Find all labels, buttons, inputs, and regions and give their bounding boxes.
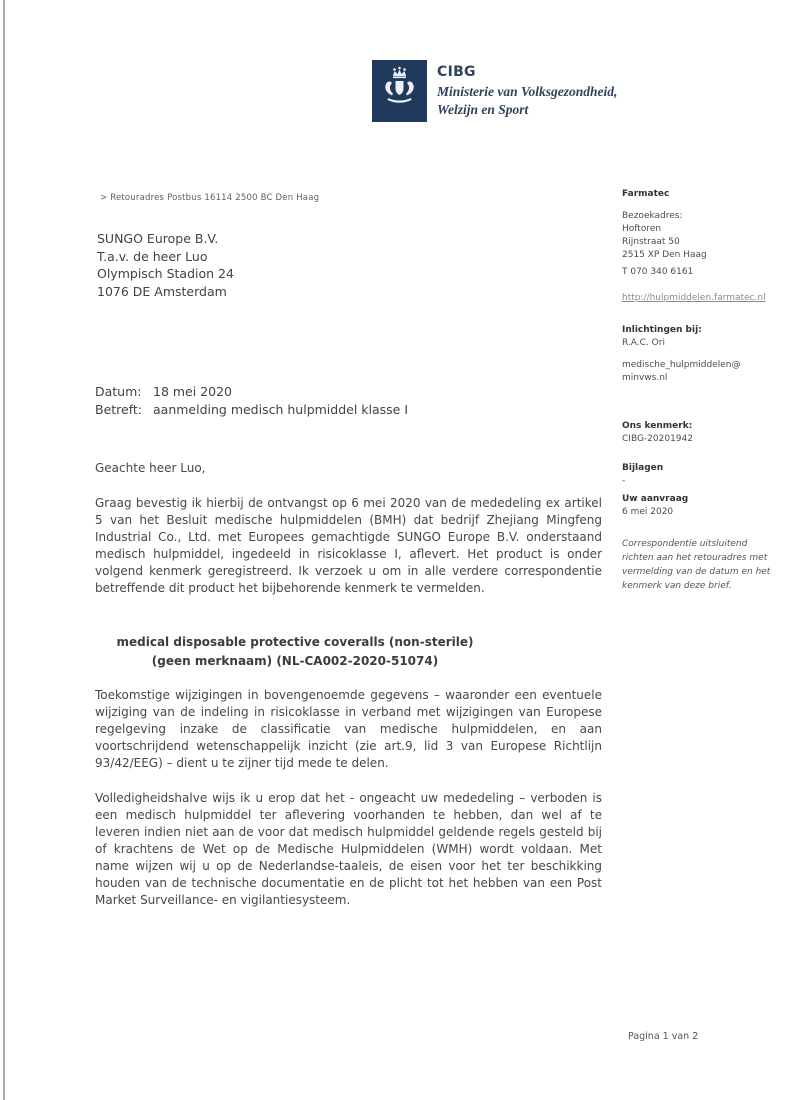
return-address: > Retouradres Postbus 16114 2500 BC Den Haag xyxy=(100,193,320,203)
request-label: Uw aanvraag xyxy=(622,494,689,504)
government-logo xyxy=(372,60,427,122)
date-value: 18 mei 2020 xyxy=(153,384,233,399)
scan-edge-line xyxy=(3,0,5,1100)
email-line-1: medische_hulpmiddelen@ xyxy=(622,360,741,370)
sidebar-correspondence-note: Correspondentie uitsluitend richten aan het retouradres met vermelding van de datum en het kenmerk van deze brief. xyxy=(622,539,771,591)
recipient-address xyxy=(97,230,234,300)
sidebar-visit-address xyxy=(622,210,787,262)
sidebar-phone: T 070 340 6161 xyxy=(622,267,694,277)
reference-label: Ons kenmerk: xyxy=(622,421,693,431)
visit-address-line: Rijnstraat 50 xyxy=(622,237,680,247)
subject-label: Betreft: xyxy=(95,402,143,417)
body-paragraph-1: Graag bevestig ik hierbij de ontvangst op 6 mei 2020 van de mededeling ex artikel 5 van het Besluit medische hulpmiddelen (BMH) dat bedrijf Zhejiang Mingfeng Industrial Co., Ltd. met Europees gemachtigde SUNGO Europe B.V. onderstaand medisch hulpmiddel, ingedeeld in risicoklasse I, aflevert. Het product is onder volgend kenmerk geregistreerd. Ik verzoek u om in alle verdere correspondentie betreffende dit product het bijbehorende kenmerk te vermelden. xyxy=(95,496,602,595)
sidebar-reference xyxy=(622,420,787,446)
date-row xyxy=(95,383,408,401)
letter-meta xyxy=(95,383,408,419)
product-name: medical disposable protective coveralls (non-sterile) xyxy=(116,635,474,649)
salutation: Geachte heer Luo, xyxy=(95,461,206,475)
visit-address-line: 2515 XP Den Haag xyxy=(622,250,707,260)
ministry-line-1: Ministerie van Volksgezondheid, xyxy=(437,84,618,99)
attachments-value: - xyxy=(622,476,626,486)
dept-name: Farmatec xyxy=(622,189,670,199)
sidebar-email xyxy=(622,359,787,385)
sidebar-request xyxy=(622,493,787,519)
visit-address-line: Hoftoren xyxy=(622,224,662,234)
product-registration-block xyxy=(95,633,495,671)
ministry-line-2: Welzijn en Sport xyxy=(437,101,529,117)
contact-label: Inlichtingen bij: xyxy=(622,325,702,335)
product-registration-number: (geen merknaam) (NL-CA002-2020-51074) xyxy=(151,654,439,668)
subject-row xyxy=(95,401,408,419)
recipient-line: SUNGO Europe B.V. xyxy=(97,231,219,246)
date-label: Datum: xyxy=(95,384,142,399)
website-link[interactable]: http://hulpmiddelen.farmatec.nl xyxy=(622,293,766,303)
recipient-line: Olympisch Stadion 24 xyxy=(97,266,234,281)
contact-name: R.A.C. Ori xyxy=(622,338,665,348)
visit-address-label: Bezoekadres: xyxy=(622,211,683,221)
sidebar-website xyxy=(622,292,787,305)
sidebar-contact-person xyxy=(622,324,787,350)
email-line-2: minvws.nl xyxy=(622,373,668,383)
body-paragraph-3: Volledigheidshalve wijs ik u erop dat het - ongeacht uw mededeling – verboden is een medisch hulpmiddel ter aflevering voorhanden te hebben, dan wel af te leveren indien niet aan de voor dat medisch hulpmiddel geldende regels gesteld bij of krachtens de Wet op de Medische Hulpmiddelen (WMH) wordt voldaan. Met name wijzen wij u op de Nederlandse-taaleis, de eisen voor het ter beschikking houden van de technische documentatie en de plicht tot het hebben van een Post Market Surveillance- en vigilantiesysteem. xyxy=(95,791,602,907)
recipient-line: T.a.v. de heer Luo xyxy=(97,248,208,264)
sidebar-dept xyxy=(622,188,787,201)
request-date: 6 mei 2020 xyxy=(622,507,674,517)
sidebar-attachments xyxy=(622,462,787,488)
subject-value: aanmelding medisch hulpmiddel klasse I xyxy=(153,402,409,417)
coat-of-arms-icon xyxy=(372,60,427,122)
ministry-name xyxy=(437,83,617,118)
attachments-label: Bijlagen xyxy=(622,463,664,473)
ministry-wordmark xyxy=(437,64,617,118)
reference-number: CIBG-20201942 xyxy=(622,434,693,444)
page-indicator: Pagina 1 van 2 xyxy=(628,1031,699,1042)
recipient-line: 1076 DE Amsterdam xyxy=(97,283,227,299)
body-paragraph-2: Toekomstige wijzigingen in bovengenoemde gegevens – waaronder een eventuele wijziging van de indeling in risicoklasse in verband met wijzigingen van Europese regelgeving inzake de classificatie van medische hulpmiddelen, en aan voortschrijdend wetenschappelijk inzicht (zie art.9, lid 3 van Europese Richtlijn 93/42/EEG) – dient u te zijner tijd mede te delen. xyxy=(95,688,602,770)
org-name: CIBG xyxy=(437,64,476,80)
